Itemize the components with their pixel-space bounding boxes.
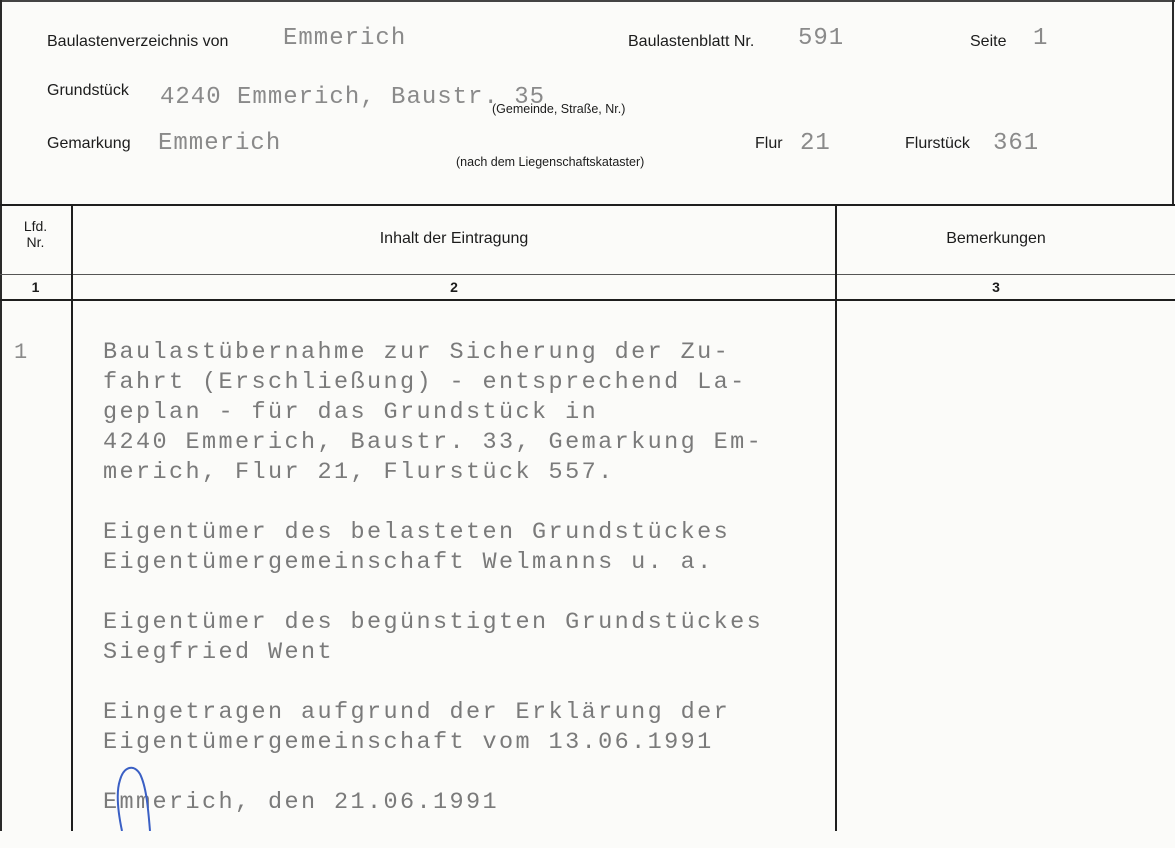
flur-label: Flur xyxy=(755,135,783,152)
blatt-label: Baulastenblatt Nr. xyxy=(628,33,755,50)
signature-mark xyxy=(108,762,168,831)
entry-line: fahrt (Erschließung) - entsprechend La- xyxy=(103,369,747,396)
frame-right-border xyxy=(1172,0,1174,205)
seite-value: 1 xyxy=(1033,25,1049,52)
grundstueck-value: 4240 Emmerich, Baustr. 35 xyxy=(160,84,546,111)
entry-line: Eigentümer des begünstigten Grundstückes xyxy=(103,609,764,636)
gemarkung-value: Emmerich xyxy=(158,130,282,157)
entry-line: 4240 Emmerich, Baustr. 33, Gemarkung Em- xyxy=(103,429,764,456)
flur-value: 21 xyxy=(800,130,831,157)
verzeichnis-label: Baulastenverzeichnis von xyxy=(47,33,229,50)
col2-header: Inhalt der Eintragung xyxy=(379,230,529,247)
gemarkung-label: Gemarkung xyxy=(47,135,131,152)
kataster-hint: (nach dem Liegenschaftskataster) xyxy=(456,155,645,169)
col2-number: 2 xyxy=(450,279,458,295)
table-top-border xyxy=(0,204,1175,206)
entry-paragraph-5 xyxy=(103,788,763,818)
grundstueck-label: Grundstück xyxy=(47,82,129,99)
entry-content xyxy=(103,338,763,848)
entry-line: Eigentümergemeinschaft vom 13.06.1991 xyxy=(103,729,714,756)
blatt-value: 591 xyxy=(798,25,845,52)
verzeichnis-value: Emmerich xyxy=(283,25,407,52)
flurstueck-label: Flurstück xyxy=(905,135,970,152)
col3-number: 3 xyxy=(992,279,1000,295)
col3-header: Bemerkungen xyxy=(946,230,1046,247)
entry-line: Baulastübernahme zur Sicherung der Zu- xyxy=(103,339,731,366)
flurstueck-value: 361 xyxy=(993,130,1040,157)
entry-line: Eigentümergemeinschaft Welmanns u. a. xyxy=(103,549,714,576)
entry-line: Emmerich, den 21.06.1991 xyxy=(103,789,500,816)
column-number-divider xyxy=(0,299,1175,301)
col1-header-line1: Lfd. xyxy=(23,218,48,234)
column-divider-2 xyxy=(835,205,837,831)
entry-paragraph-3 xyxy=(103,608,763,668)
grundstueck-hint: (Gemeinde, Straße, Nr.) xyxy=(492,102,626,116)
entry-line: Siegfried Went xyxy=(103,639,335,666)
col1-header xyxy=(0,218,71,250)
entry-line: geplan - für das Grundstück in xyxy=(103,399,599,426)
header-divider xyxy=(0,274,1175,275)
entry-paragraph-1 xyxy=(103,338,763,488)
col1-number: 1 xyxy=(31,279,40,295)
entry-line: Eingetragen aufgrund der Erklärung der xyxy=(103,699,731,726)
entry-line: merich, Flur 21, Flurstück 557. xyxy=(103,459,615,486)
entry-paragraph-4 xyxy=(103,698,763,758)
frame-left-border xyxy=(0,0,2,831)
entry-number: 1 xyxy=(14,340,29,365)
seite-label: Seite xyxy=(970,33,1007,50)
frame-top-border xyxy=(0,0,1175,2)
column-divider-1 xyxy=(71,205,73,831)
entry-paragraph-2 xyxy=(103,518,763,578)
entry-line: Eigentümer des belasteten Grundstückes xyxy=(103,519,731,546)
col1-header-line2: Nr. xyxy=(26,234,45,250)
